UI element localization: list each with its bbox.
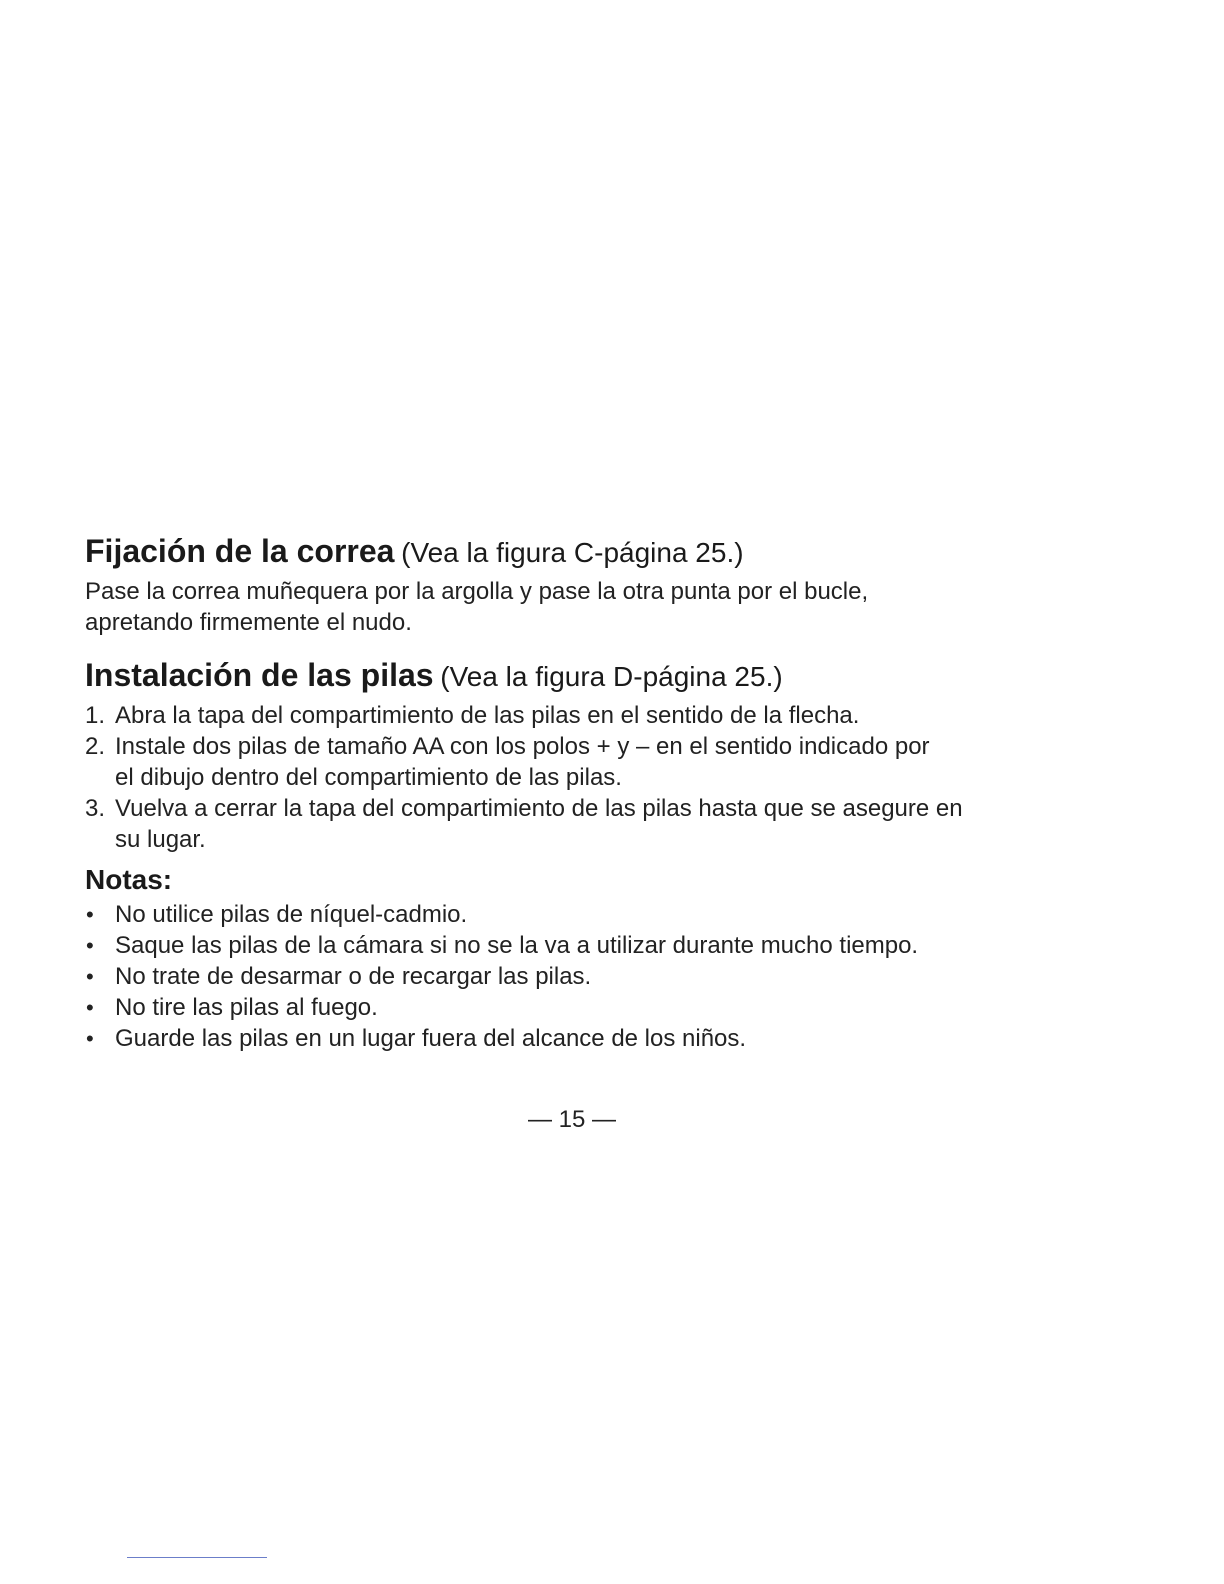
notes-list	[85, 899, 1085, 1054]
section-heading-batteries	[85, 654, 1085, 700]
list-item	[85, 793, 1085, 855]
figure-reference: (Vea la figura D-página 25.)	[440, 661, 783, 692]
step-number: 3.	[85, 795, 106, 822]
step-number: 2.	[85, 733, 106, 760]
bullet-icon: •	[86, 902, 94, 927]
text-line: el dibujo dentro del compartimiento de las pilas.	[115, 764, 622, 791]
list-item	[85, 1023, 1085, 1054]
list-item	[85, 731, 1085, 793]
bullet-icon: •	[86, 964, 94, 989]
page-number: — 15 —	[527, 1106, 617, 1133]
text-line: Instale dos pilas de tamaño AA con los polos + y – en el sentido indicado por	[115, 733, 930, 760]
bullet-icon: •	[86, 1026, 94, 1051]
list-item	[85, 899, 1085, 930]
text-line: Abra la tapa del compartimiento de las pilas en el sentido de la flecha.	[115, 702, 860, 729]
step-number: 1.	[85, 702, 106, 729]
text-line: Pase la correa muñequera por la argolla y pase la otra punta por el bucle,	[85, 578, 869, 605]
note-text: No tire las pilas al fuego.	[115, 994, 378, 1021]
note-text: No trate de desarmar o de recargar las pilas.	[115, 963, 592, 990]
list-item	[85, 992, 1085, 1023]
section-heading-strap	[85, 530, 1085, 576]
manual-page-content	[85, 530, 1085, 1054]
note-text: No utilice pilas de níquel-cadmio.	[115, 901, 468, 928]
footer-divider	[127, 1557, 267, 1558]
list-item	[85, 961, 1085, 992]
notes-heading: Notas:	[85, 864, 173, 895]
bullet-icon: •	[86, 933, 94, 958]
text-line: Vuelva a cerrar la tapa del compartimiento de las pilas hasta que se asegure en	[115, 795, 963, 822]
bullet-icon: •	[86, 995, 94, 1020]
note-text: Saque las pilas de la cámara si no se la va a utilizar durante mucho tiempo.	[115, 932, 919, 959]
text-line: su lugar.	[115, 826, 206, 853]
strap-instructions	[85, 576, 1085, 638]
battery-steps-list	[85, 700, 1085, 855]
text-line: apretando firmemente el nudo.	[85, 609, 412, 636]
section-title: Instalación de las pilas	[85, 657, 434, 693]
list-item	[85, 700, 1085, 731]
section-title: Fijación de la correa	[85, 533, 395, 569]
figure-reference: (Vea la figura C-página 25.)	[401, 537, 744, 568]
list-item	[85, 930, 1085, 961]
note-text: Guarde las pilas en un lugar fuera del alcance de los niños.	[115, 1025, 747, 1052]
